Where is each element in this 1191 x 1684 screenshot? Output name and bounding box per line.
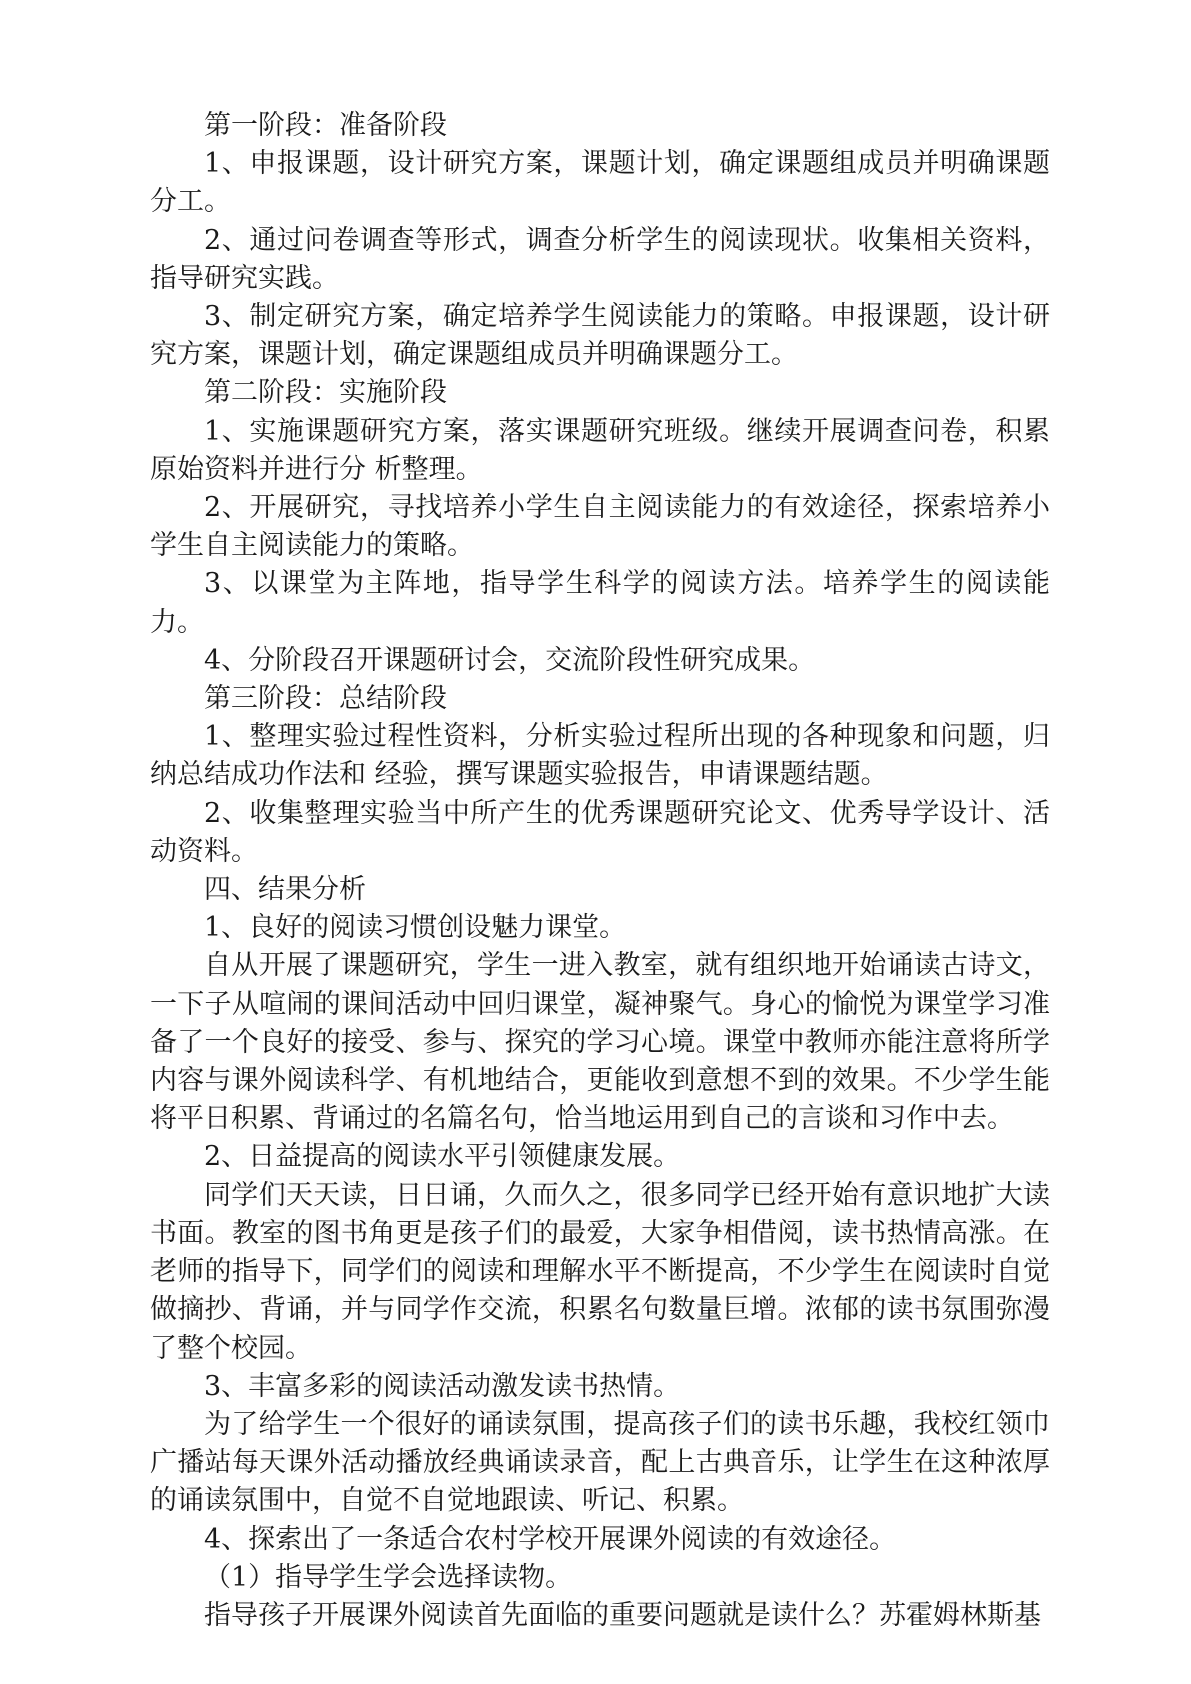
- paragraph: 2、通过问卷调查等形式，调查分析学生的阅读现状。收集相关资料，指导研究实践。: [150, 224, 1050, 294]
- stage-heading-1: 第一阶段：准备阶段: [204, 110, 447, 141]
- paragraph: 1、申报课题，设计研究方案，课题计划，确定课题组成员并明确课题分工。: [150, 148, 1050, 218]
- paragraph: （1）指导学生学会选择读物。: [204, 1561, 573, 1593]
- stage-heading-2: 第二阶段：实施阶段: [204, 377, 447, 409]
- paragraph: 2、收集整理实验当中所产生的优秀课题研究论文、优秀导学设计、活动资料。: [150, 797, 1050, 867]
- paragraph: 3、制定研究方案，确定培养学生阅读能力的策略。申报课题，设计研究方案，课题计划，确定课题组成员并明确课题分工。: [150, 301, 1050, 371]
- paragraph: 2、开展研究，寻找培养小学生自主阅读能力的有效途径，探索培养小学生自主阅读能力的策略。: [150, 492, 1050, 562]
- paragraph: 3、丰富多彩的阅读活动激发读书热情。: [204, 1370, 681, 1402]
- paragraph: 自从开展了课题研究，学生一进入教室，就有组织地开始诵读古诗文，一下子从喧闹的课间活动中回归课堂，凝神聚气。身心的愉悦为课堂学习准备了一个良好的接受、参与、探究的学习心境。课堂中教师亦能注意将所学内容与课外阅读科学、有机地结合，更能收到意想不到的效果。不少学生能将平日积累、背诵过的名篇名句，恰当地运用到自己的言谈和习作中去。: [150, 950, 1050, 1135]
- paragraph: 4、分阶段召开课题研讨会，交流阶段性研究成果。: [204, 644, 816, 676]
- document-body: [150, 107, 1050, 1635]
- paragraph: 指导孩子开展课外阅读首先面临的重要问题就是读什么？苏霍姆林斯基: [204, 1599, 1041, 1631]
- paragraph: 同学们天天读，日日诵，久而久之，很多同学已经开始有意识地扩大读书面。教室的图书角更是孩子们的最爱，大家争相借阅，读书热情高涨。在老师的指导下，同学们的阅读和理解水平不断提高，不少学生在阅读时自觉做摘抄、背诵，并与同学作交流，积累名句数量巨增。浓郁的读书氛围弥漫了整个校园。: [150, 1179, 1050, 1364]
- section-heading-results: 四、结果分析: [204, 874, 366, 906]
- paragraph: 1、实施课题研究方案，落实课题研究班级。继续开展调查问卷，积累原始资料并进行分 析整理。: [150, 415, 1050, 485]
- paragraph: 1、良好的阅读习惯创设魅力课堂。: [204, 912, 627, 944]
- paragraph: 3、以课堂为主阵地，指导学生科学的阅读方法。培养学生的阅读能力。: [150, 568, 1050, 638]
- paragraph: 为了给学生一个很好的诵读氛围，提高孩子们的读书乐趣，我校红领巾广播站每天课外活动播放经典诵读录音，配上古典音乐，让学生在这种浓厚的诵读氛围中，自觉不自觉地跟读、听记、积累。: [150, 1408, 1050, 1517]
- paragraph: 4、探索出了一条适合农村学校开展课外阅读的有效途径。: [204, 1523, 897, 1555]
- stage-heading-3: 第三阶段：总结阶段: [204, 683, 447, 715]
- paragraph: 2、日益提高的阅读水平引领健康发展。: [204, 1141, 681, 1173]
- paragraph: 1、整理实验过程性资料，分析实验过程所出现的各种现象和问题，归纳总结成功作法和 经验，撰写课题实验报告，申请课题结题。: [150, 721, 1050, 791]
